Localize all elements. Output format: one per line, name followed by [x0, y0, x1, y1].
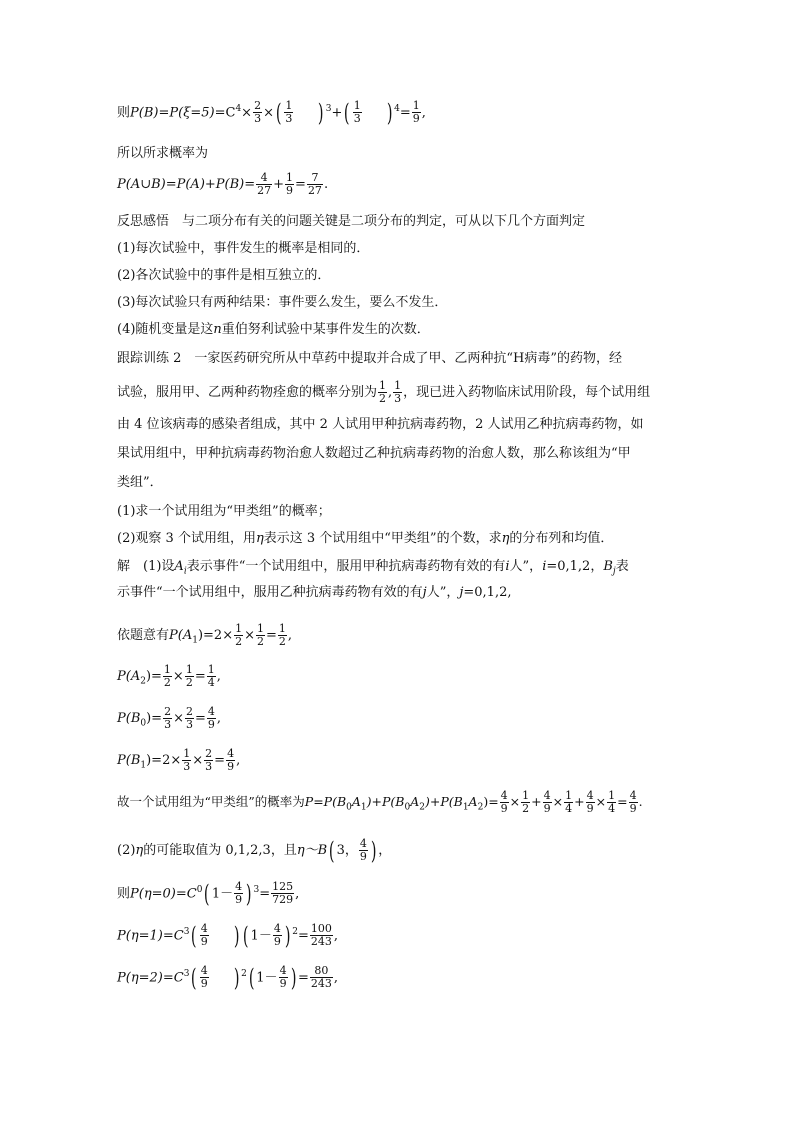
line-pa1 [117, 623, 292, 650]
fraction: $\frac{1}{4}$ [608, 789, 616, 815]
math: )= [145, 669, 162, 684]
fraction: $\frac{1}{9}$ [412, 99, 420, 126]
math: , [421, 105, 426, 121]
math: P(η=0)=C [130, 886, 197, 902]
math: n [213, 322, 222, 337]
superscript: 3 [325, 104, 332, 114]
text: 故一个试用组为“甲类组”的概率为 [117, 794, 305, 809]
line-text: 反思感悟 与二项分布有关的问题关键是二项分布的判定，可从以下几个方面判定 [117, 214, 586, 229]
line-eta [117, 838, 391, 863]
math: P(ξ=5) [169, 105, 215, 121]
line-text: 由 4 位该病毒的感染者组成，其中 2 人试用甲种抗病毒药物，2 人试用乙种抗病毒药物，如 [117, 417, 644, 432]
line-text: 果试用组中，甲种抗病毒药物治愈人数超过乙种抗病毒药物的治愈人数，那么称该组为“甲 [117, 446, 631, 461]
fraction: $\frac{7}{27}$ [307, 171, 322, 197]
text: 解 (1)设 [117, 559, 175, 574]
line-text [117, 380, 650, 405]
paren: ) [386, 98, 393, 127]
fraction: $\frac{4}{27}$ [257, 171, 272, 197]
math: + [273, 177, 285, 192]
line-peta1: $P(\eta=1)=C^3$( $\frac{4}{9}$ ) ( 1－ $\frac{4}{9}$ ) $^2$= $\frac{100}{243}$ , [117, 921, 338, 950]
superscript: 4 [235, 104, 242, 114]
math: i [542, 559, 547, 574]
math: P(B [117, 753, 141, 768]
fraction: $\frac{1}{3}$ [285, 99, 293, 126]
fraction: $\frac{4}{9}$ [543, 789, 551, 815]
text: =0,1,2, [463, 585, 512, 600]
line-pb [117, 100, 426, 125]
line-text: (2)各次试验中的事件是相互独立的． [117, 268, 331, 283]
fraction: $\frac{2}{3}$ [185, 705, 193, 731]
line-text [117, 558, 629, 581]
text: (2) [117, 843, 136, 858]
math: × [263, 105, 274, 121]
math: B [603, 559, 613, 574]
fraction: $\frac{1}{3}$ [394, 379, 402, 405]
math: × [173, 711, 184, 726]
line-pb1 [117, 748, 240, 775]
fraction: $\frac{2}{3}$ [205, 747, 213, 773]
subscript: 0 [140, 718, 147, 729]
fraction: $\frac{1}{3}$ [183, 747, 191, 773]
math: . [323, 177, 329, 192]
text: 则 [117, 105, 131, 121]
paren: ( [329, 836, 335, 865]
fraction: $\frac{2}{3}$ [254, 99, 262, 126]
text: 示事件“一个试用组中，服用乙种抗病毒药物有效的有 [117, 585, 423, 600]
line-text: 跟踪训练 2 一家医药研究所从中草药中提取并合成了甲、乙两种抗“H病毒”的药物，经 [117, 351, 623, 366]
math: + [331, 105, 343, 121]
math: ～B [304, 843, 328, 858]
math: , [216, 711, 222, 726]
fraction: $\frac{1}{9}$ [286, 171, 294, 197]
fraction: $\frac{4}{9}$ [235, 880, 243, 907]
subscript: 1 [140, 760, 147, 771]
math: P(A [117, 669, 141, 684]
paren: ) [370, 836, 377, 865]
math: 3， [336, 843, 358, 858]
fraction: $\frac{4}{9}$ [359, 837, 367, 863]
text: 的可能取值为 0,1,2,3，且 [143, 843, 297, 858]
line-text: (1)每次试验中，事件发生的概率是相同的． [117, 241, 370, 256]
math: × [244, 628, 256, 643]
math: × [241, 105, 253, 121]
fraction: $\frac{4}{9}$ [586, 789, 594, 815]
math: P(B [117, 711, 141, 726]
math: , [236, 753, 241, 768]
fraction: $\frac{1}{2}$ [379, 379, 387, 405]
math: , [216, 669, 221, 684]
fraction: $\frac{4}{9}$ [200, 922, 208, 949]
math: = [399, 105, 411, 121]
line-text [117, 321, 430, 339]
text: 则 [117, 886, 131, 902]
math: η [255, 531, 264, 546]
line-pb0 [117, 706, 221, 733]
text: 表示这 3 个试用组中“甲类组”的个数，求 [263, 531, 502, 546]
math: i [505, 559, 510, 574]
math: P=P(B [304, 794, 347, 809]
fraction: $\frac{4}{9}$ [227, 747, 235, 773]
math: η [135, 843, 144, 858]
line-pab [117, 172, 328, 197]
superscript: 4 [394, 104, 400, 114]
line-text [117, 530, 613, 548]
text: 表 [615, 559, 629, 574]
line-text: (1)求一个试用组为“甲类组”的概率； [117, 504, 331, 519]
fraction: $\frac{4}{9}$ [273, 922, 281, 949]
fraction: $\frac{1}{2}$ [185, 663, 193, 689]
fraction: $\frac{80}{243}$ [310, 964, 332, 991]
fraction: $\frac{1}{3}$ [353, 99, 361, 126]
fraction: $\frac{1}{2}$ [235, 622, 243, 648]
fraction: $\frac{1}{2}$ [522, 789, 530, 815]
fraction: $\frac{2}{3}$ [164, 705, 172, 731]
math: j [459, 585, 464, 600]
math: η [296, 843, 305, 858]
math: = [158, 105, 170, 121]
math: = [194, 711, 206, 726]
text: 的分布列和均值． [509, 531, 614, 546]
text: ，现已进入药物临床试用阶段，每个试用组 [403, 385, 651, 400]
text: (4)随机变量是这 [117, 322, 214, 337]
line-pa2 [117, 664, 221, 691]
math: η [501, 531, 510, 546]
subscript: 2 [140, 676, 146, 687]
text: (2)观察 3 个试用组，用 [117, 531, 256, 546]
fraction: $\frac{4}{9}$ [279, 964, 287, 991]
math: × [172, 669, 184, 684]
text: 依题意有 [117, 628, 170, 643]
math: P(η=1)=C [117, 928, 184, 944]
subscript: i [183, 566, 187, 577]
line-text: 所以所求概率为 [117, 146, 209, 161]
subscript: 1 [192, 635, 198, 646]
fraction: $\frac{1}{4}$ [565, 789, 573, 815]
math: j [422, 585, 427, 600]
math: , [287, 628, 293, 643]
math: = [295, 177, 306, 192]
paren: ( [275, 98, 282, 127]
math: = [194, 669, 206, 684]
fraction: $\frac{4}{9}$ [500, 789, 508, 815]
line-text: 类组”． [117, 475, 163, 490]
math: = [266, 628, 277, 643]
math: ， [378, 843, 392, 858]
math: P(η=2)=C [117, 970, 184, 986]
math: , [388, 385, 393, 400]
text: =0,1,2， [546, 559, 604, 574]
fraction: $\frac{1}{4}$ [207, 663, 215, 689]
text: 人”， [509, 559, 543, 574]
line-group-prob: 故一个试用组为“甲类组”的概率为$P=P(B_0A_1)+P(B_0A_2)+P(B_1A_2)=$ $\frac{4}{9}$ × $\frac{1}{2}$ + $\frac{4}{9}$ × $\frac{1}{4}$ + $\frac{4}{9}$ × $\frac{1}{4}$ = $\frac{4}{9}$ . [117, 789, 643, 815]
math: = [214, 753, 226, 768]
fraction: $\frac{1}{2}$ [163, 663, 171, 689]
line-text [117, 584, 511, 602]
math: =C [214, 105, 236, 121]
fraction: $\frac{125}{729}$ [272, 880, 294, 907]
paren: ) [318, 98, 324, 127]
paren: ( [344, 98, 350, 127]
math: × [192, 753, 204, 768]
math: A [174, 559, 184, 574]
math: )=2× [197, 628, 234, 643]
fraction: $\frac{100}{243}$ [310, 922, 332, 949]
fraction: $\frac{4}{9}$ [200, 964, 208, 991]
fraction: $\frac{4}{9}$ [207, 705, 215, 731]
fraction: $\frac{4}{9}$ [629, 789, 637, 815]
text: 表示事件“一个试用组中，服用甲种抗病毒药物有效的有 [186, 559, 506, 574]
text: 试验，服用甲、乙两种药物痊愈的概率分别为 [117, 385, 378, 400]
fraction: $\frac{1}{2}$ [278, 622, 286, 648]
subscript: j [612, 566, 616, 577]
line-text: (3)每次试验只有两种结果：事件要么发生，要么不发生． [117, 295, 448, 310]
math: P(A [169, 628, 193, 643]
math: )=2× [146, 753, 182, 768]
text: 重伯努利试验中某事件发生的次数． [221, 322, 430, 337]
line-peta0: 则$P(\eta=0)=C^0$( 1－ $\frac{4}{9}$ ) $^3$= $\frac{125}{729}$ , [117, 879, 300, 908]
text: 人”， [426, 585, 460, 600]
line-peta2: $P(\eta=2)=C^3$( $\frac{4}{9}$ ) $^2$( 1－ $\frac{4}{9}$ ) = $\frac{80}{243}$ , [117, 963, 338, 992]
math: )= [146, 711, 163, 726]
math: P(A∪B)=P(A)+P(B)= [117, 177, 256, 192]
fraction: $\frac{1}{2}$ [257, 622, 265, 648]
math: P(B) [130, 105, 159, 121]
